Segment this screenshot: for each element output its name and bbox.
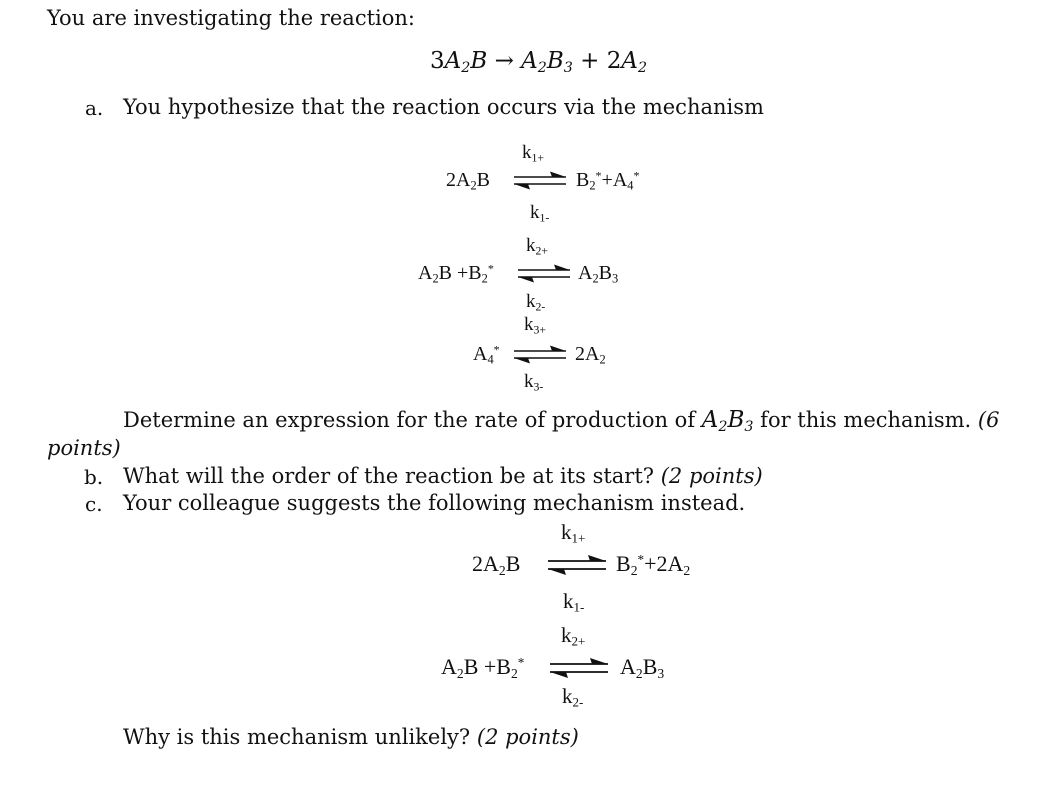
m2-step1-lhs: $2A_2B$ — [472, 551, 521, 578]
m1-step1-krev: $k_{1-}$ — [530, 202, 550, 225]
part-c-letter: c. — [85, 492, 103, 516]
m1-step3-rhs: $2A_2$ — [575, 343, 606, 367]
m1-step2-kfwd: $k_{2+}$ — [526, 235, 549, 258]
part-c-text: Your colleague suggests the following mechanism instead. — [123, 491, 746, 515]
part-a-points-close: points) — [47, 436, 121, 460]
part-a-question-text: Determine an expression for the rate of production of — [123, 408, 696, 432]
part-a-question — [123, 407, 1000, 435]
overall-reaction: $3A_2B \to A_2B_3 + 2A_2$ — [430, 48, 648, 76]
m1-step3-kfwd: $k_{3+}$ — [524, 314, 547, 337]
m2-step2-kfwd: $k_{2+}$ — [561, 623, 586, 649]
m1-step1-kfwd: $k_{1+}$ — [522, 142, 545, 165]
m2-step2-equilibrium-arrow-icon — [548, 657, 610, 679]
m2-step2-rhs: $A_2B_3$ — [620, 654, 665, 681]
part-b-points: (2 points) — [660, 464, 763, 488]
m1-step2-lhs: $A_2B +B_2^*$ — [418, 261, 494, 286]
m2-step1-equilibrium-arrow-icon — [546, 554, 608, 576]
part-b-text: What will the order of the reaction be at its start? (2 points) — [123, 464, 763, 488]
m1-step2-krev: $k_{2-}$ — [526, 291, 546, 314]
part-a-question-species: $A_2B_3$ — [701, 407, 754, 435]
m2-step1-kfwd: $k_{1+}$ — [561, 520, 586, 546]
intro-text: You are investigating the reaction: — [47, 6, 415, 30]
m2-step2-lhs: $A_2B +B_2^*$ — [441, 654, 525, 681]
part-b-letter: b. — [84, 465, 104, 489]
m2-step1-rhs: $B_2^*+2A_2$ — [616, 551, 691, 578]
m1-step3-equilibrium-arrow-icon — [512, 345, 568, 365]
m1-step3-lhs: $A_4^*$ — [473, 342, 500, 367]
m1-step1-lhs: $2A_2B$ — [446, 169, 490, 193]
m1-step3-krev: $k_{3-}$ — [524, 371, 544, 394]
m1-step2-rhs: $A_2B_3$ — [578, 262, 619, 286]
part-c-points: (2 points) — [476, 725, 579, 749]
part-a-points-open: (6 — [977, 408, 1000, 432]
m1-step1-rhs: $B_2^*+A_4^*$ — [576, 168, 640, 193]
m1-step2-equilibrium-arrow-icon — [516, 264, 572, 284]
m2-step2-krev: $k_{2-}$ — [562, 684, 584, 710]
part-c-question: Why is this mechanism unlikely? (2 points) — [123, 725, 579, 749]
part-a-letter: a. — [85, 96, 104, 120]
m1-step1-equilibrium-arrow-icon — [512, 171, 568, 191]
part-a-question-post: for this mechanism. — [760, 408, 972, 432]
m2-step1-krev: $k_{1-}$ — [563, 589, 585, 615]
part-a-text: You hypothesize that the reaction occurs via the mechanism — [123, 95, 764, 119]
